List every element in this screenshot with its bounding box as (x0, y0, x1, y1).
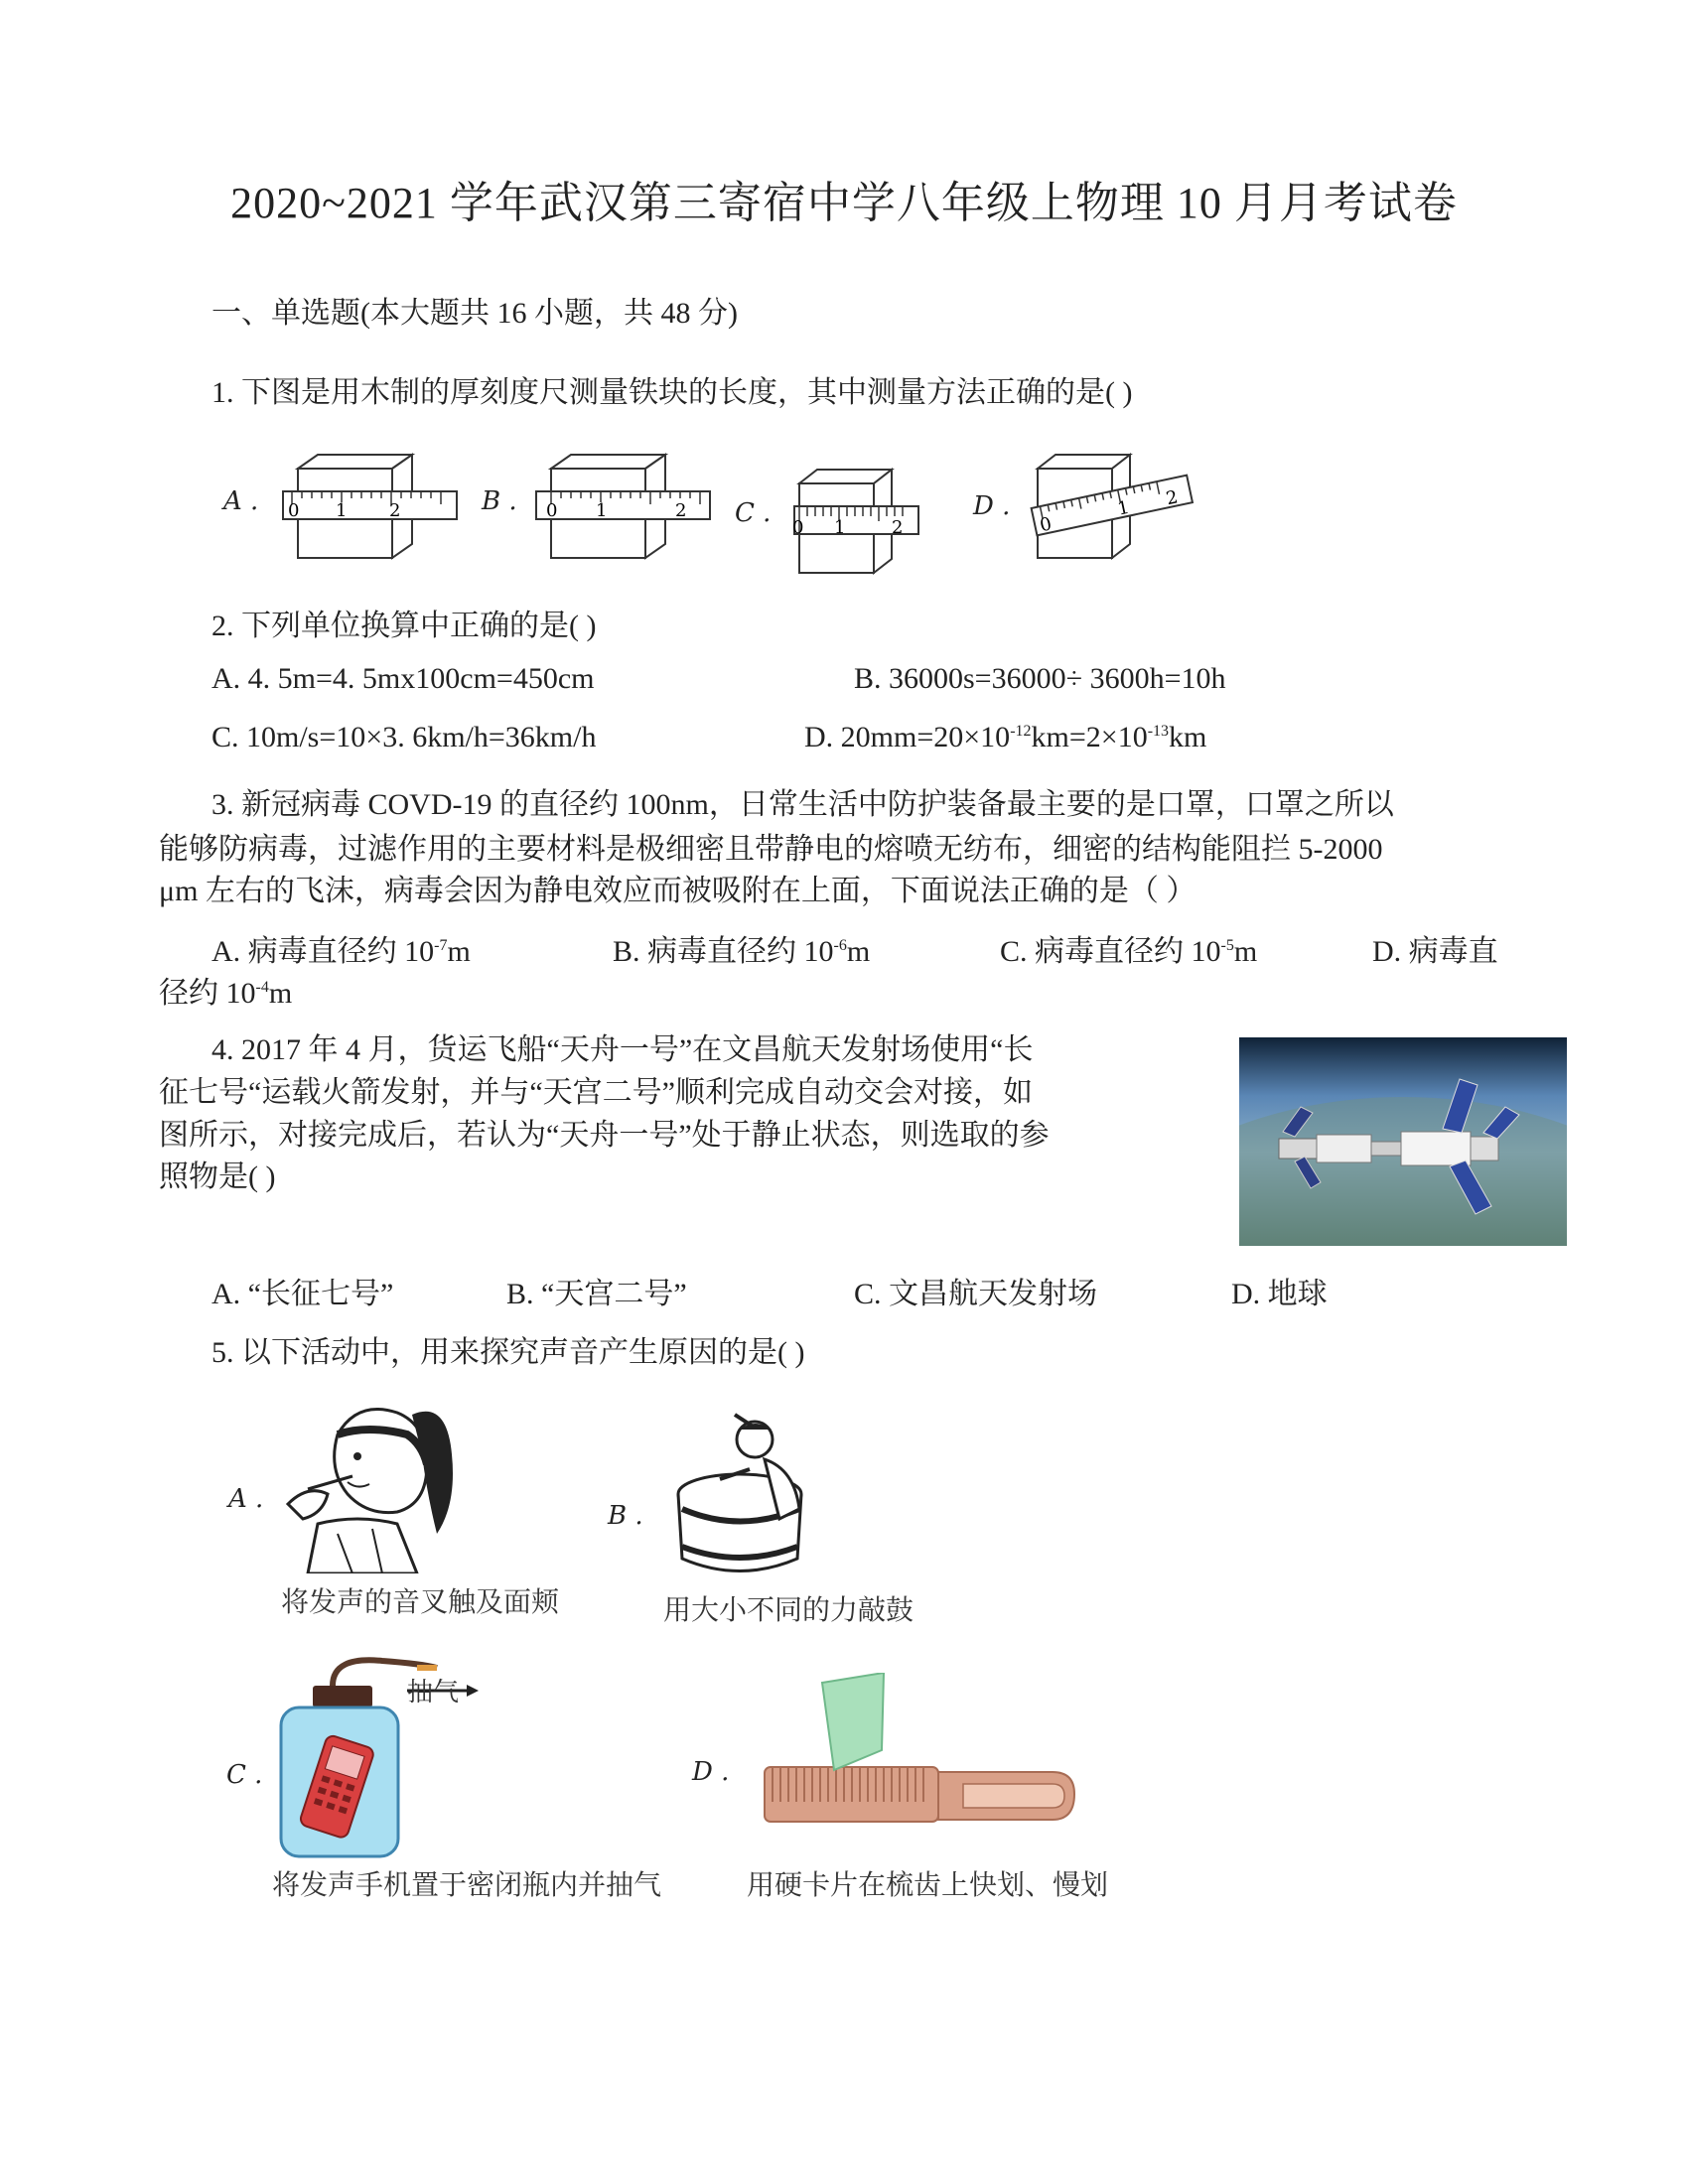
q4-line-2: 征七号“运载火箭发射，并与“天宫二号”顺利完成自动交会对接，如 (159, 1076, 1033, 1109)
page-title: 2020~2021 学年武汉第三寄宿中学八年级上物理 10 月月考试卷 (230, 179, 1458, 227)
q5-label-c: C . (226, 1760, 263, 1790)
tick-0: 0 (288, 500, 300, 521)
q4-option-b: B. “天宫二号” (506, 1278, 687, 1310)
tick-1: 1 (336, 500, 348, 521)
q1-ruler-figure-d (1028, 447, 1196, 561)
q5-caption-d: 用硬卡片在梳齿上快划、慢划 (747, 1868, 1109, 1901)
q3-a-exponent: -7 (434, 937, 448, 954)
q5-arrow-label-pump: 抽气 (407, 1678, 460, 1707)
q1-label-b: B . (482, 486, 517, 516)
q2-d-text-mid: km=2×10 (1031, 721, 1148, 753)
q3-option-a (211, 926, 471, 970)
tick-2: 2 (892, 517, 904, 538)
q5-label-b: B . (608, 1501, 643, 1531)
q1-label-d: D . (973, 491, 1011, 521)
q1-ruler-figures (213, 447, 1216, 576)
q2-d-exponent-1: -12 (1010, 723, 1032, 740)
q1-ruler-figure-c (789, 462, 928, 576)
section-heading: 一、单选题(本大题共 16 小题，共 48 分) (211, 297, 738, 330)
tuning-fork-face-illustration (278, 1395, 467, 1573)
tick-1: 1 (1115, 496, 1132, 520)
tick-2: 2 (675, 500, 687, 521)
q2-option-b: B. 36000s=36000÷ 3600h=10h (854, 662, 1226, 695)
q4-line-1: 4. 2017 年 4 月，货运飞船“天舟一号”在文昌航天发射场使用“长 (211, 1033, 1034, 1066)
q3-option-c (1000, 926, 1257, 970)
q3-a-unit: m (447, 935, 471, 968)
q3-b-exponent: -6 (833, 937, 847, 954)
tick-0: 0 (546, 500, 558, 521)
q3-d-exponent: -4 (255, 979, 269, 996)
q3-line-3: μm 左右的飞沫，病毒会因为静电效应而被吸附在上面，下面说法正确的是（ ） (159, 875, 1196, 907)
q3-d-unit: m (268, 977, 293, 1010)
q4-line-4: 照物是( ) (159, 1160, 276, 1193)
q2-d-text: D. 20mm=20×10 (804, 721, 1011, 753)
q5-caption-a: 将发声的音叉触及面颊 (281, 1585, 560, 1618)
q3-option-b (613, 926, 870, 970)
q5-label-d: D . (692, 1757, 730, 1787)
q1-ruler-figure-b (531, 447, 715, 561)
q2-d-exponent-2: -13 (1147, 723, 1170, 740)
q3-c-unit: m (1233, 935, 1258, 968)
q3-a-text: A. 病毒直径约 10 (211, 935, 435, 968)
q3-line-1: 3. 新冠病毒 COVD-19 的直径约 100nm，日常生活中防护装备最主要的是口罩，口罩之所以 (211, 788, 1394, 821)
q2-option-a: A. 4. 5m=4. 5mx100cm=450cm (211, 662, 595, 695)
space-station-photo (1239, 1037, 1567, 1246)
q2-d-text-end: km (1169, 721, 1207, 753)
q5-caption-c: 将发声手机置于密闭瓶内并抽气 (272, 1868, 662, 1901)
tick-1: 1 (834, 517, 846, 538)
tick-1: 1 (596, 500, 608, 521)
question-2-stem: 2. 下列单位换算中正确的是( ) (211, 610, 597, 642)
q1-ruler-figure-a (278, 447, 462, 561)
q3-c-exponent: -5 (1220, 937, 1234, 954)
tick-2: 2 (1164, 486, 1181, 510)
q2-option-d (804, 721, 1206, 754)
tick-0: 0 (792, 517, 804, 538)
q3-line-2: 能够防病毒，过滤作用的主要材料是极细密且带静电的熔喷无纺布，细密的结构能阻拦 5-2000 (159, 833, 1383, 866)
q3-b-text: B. 病毒直径约 10 (613, 935, 834, 968)
q4-option-d: D. 地球 (1231, 1278, 1328, 1310)
q3-c-text: C. 病毒直径约 10 (1000, 935, 1221, 968)
q3-option-d: D. 病毒直 (1372, 935, 1498, 968)
q3-d-text: 径约 10 (159, 977, 256, 1010)
q4-line-3: 图所示，对接完成后，若认为“天舟一号”处于静止状态，则选取的参 (159, 1119, 1050, 1152)
q5-label-a: A . (228, 1484, 264, 1514)
drum-illustration (660, 1410, 839, 1583)
tick-2: 2 (389, 500, 401, 521)
q1-label-c: C . (735, 498, 772, 528)
tick-0: 0 (1038, 513, 1054, 537)
q4-option-c: C. 文昌航天发射场 (854, 1278, 1098, 1310)
q4-option-a: A. “长征七号” (211, 1278, 394, 1310)
question-5-stem: 5. 以下活动中，用来探究声音产生原因的是( ) (211, 1336, 805, 1369)
q2-option-c: C. 10m/s=10×3. 6km/h=36km/h (211, 721, 597, 753)
question-1-stem: 1. 下图是用木制的厚刻度尺测量铁块的长度，其中测量方法正确的是( ) (211, 376, 1133, 409)
q3-option-d-cont (159, 968, 292, 1012)
comb-card-illustration (755, 1673, 1082, 1832)
q1-label-a: A . (223, 486, 259, 516)
q5-caption-b: 用大小不同的力敲鼓 (663, 1593, 914, 1626)
q3-b-unit: m (846, 935, 871, 968)
